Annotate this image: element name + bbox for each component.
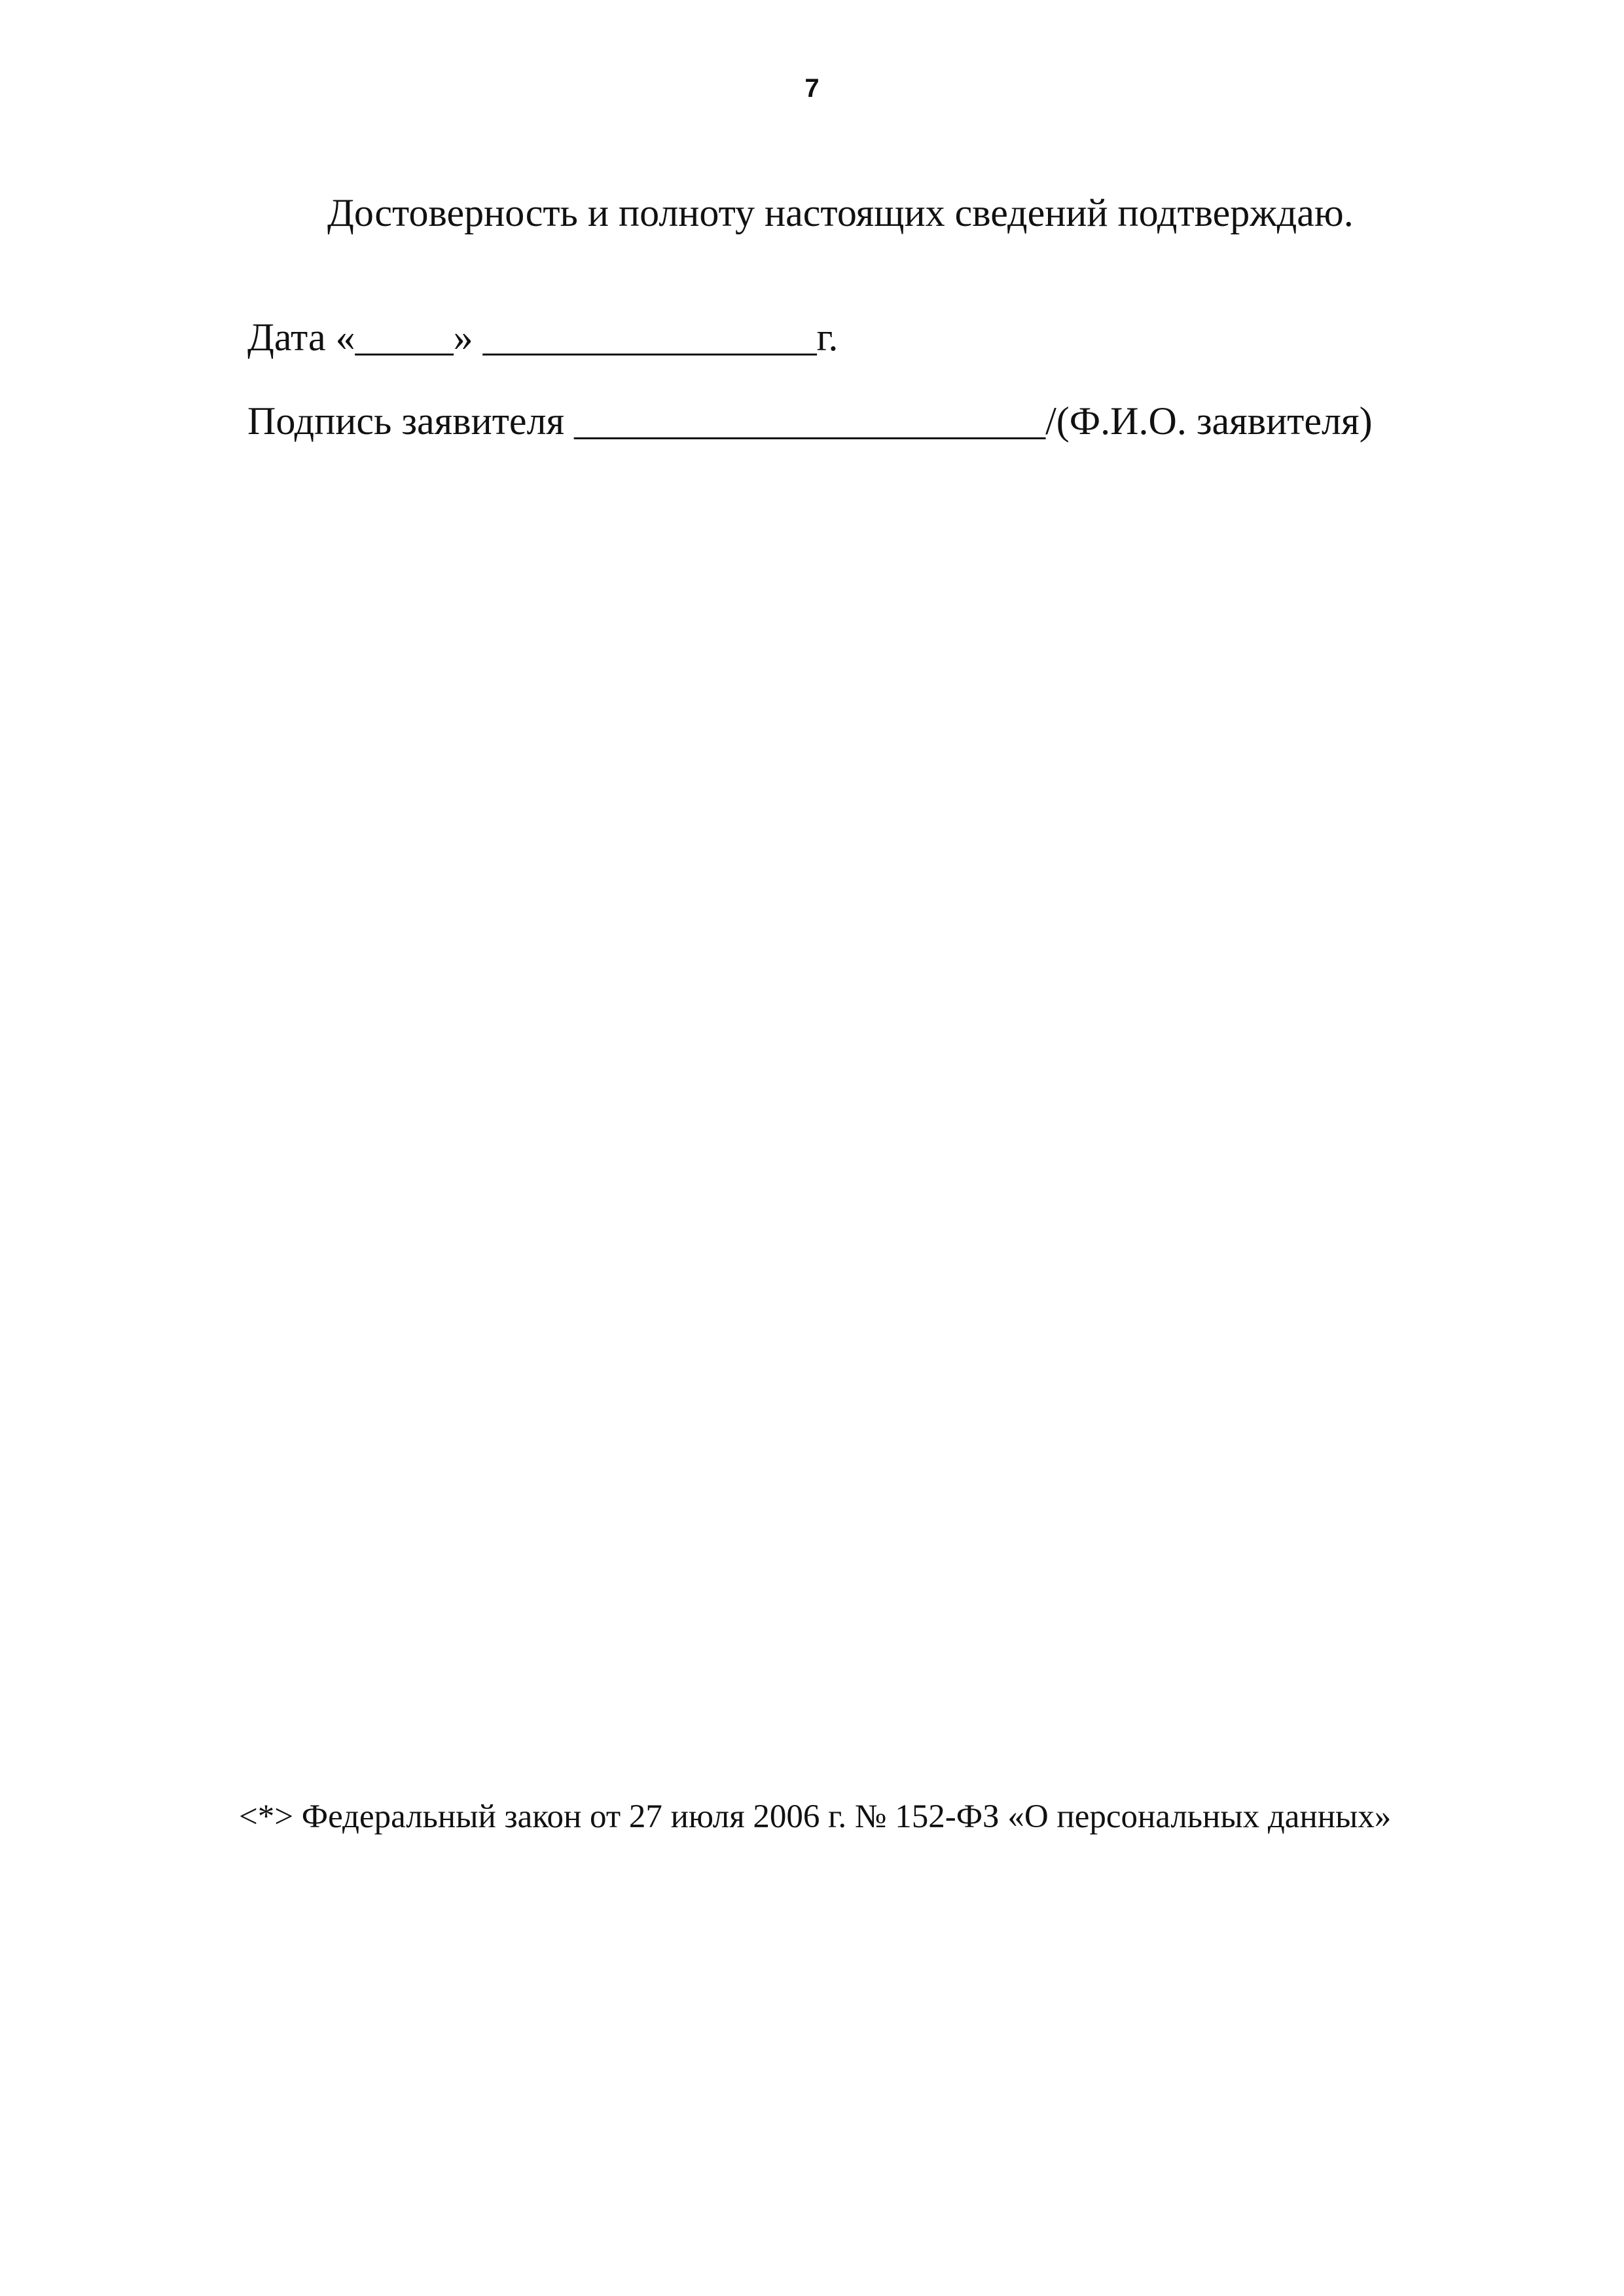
page-number: 7 (804, 74, 820, 103)
footnote: <*> Федеральный закон от 27 июля 2006 г. № 152-ФЗ «О персональных данных» (239, 1798, 1392, 1835)
date-field-line: Дата «_____» _________________г. (247, 316, 839, 359)
confirmation-statement: Достоверность и полноту настоящих сведений подтверждаю. (327, 191, 1354, 234)
signature-field-line: Подпись заявителя ________________________/(Ф.И.О. заявителя) (247, 399, 1373, 443)
